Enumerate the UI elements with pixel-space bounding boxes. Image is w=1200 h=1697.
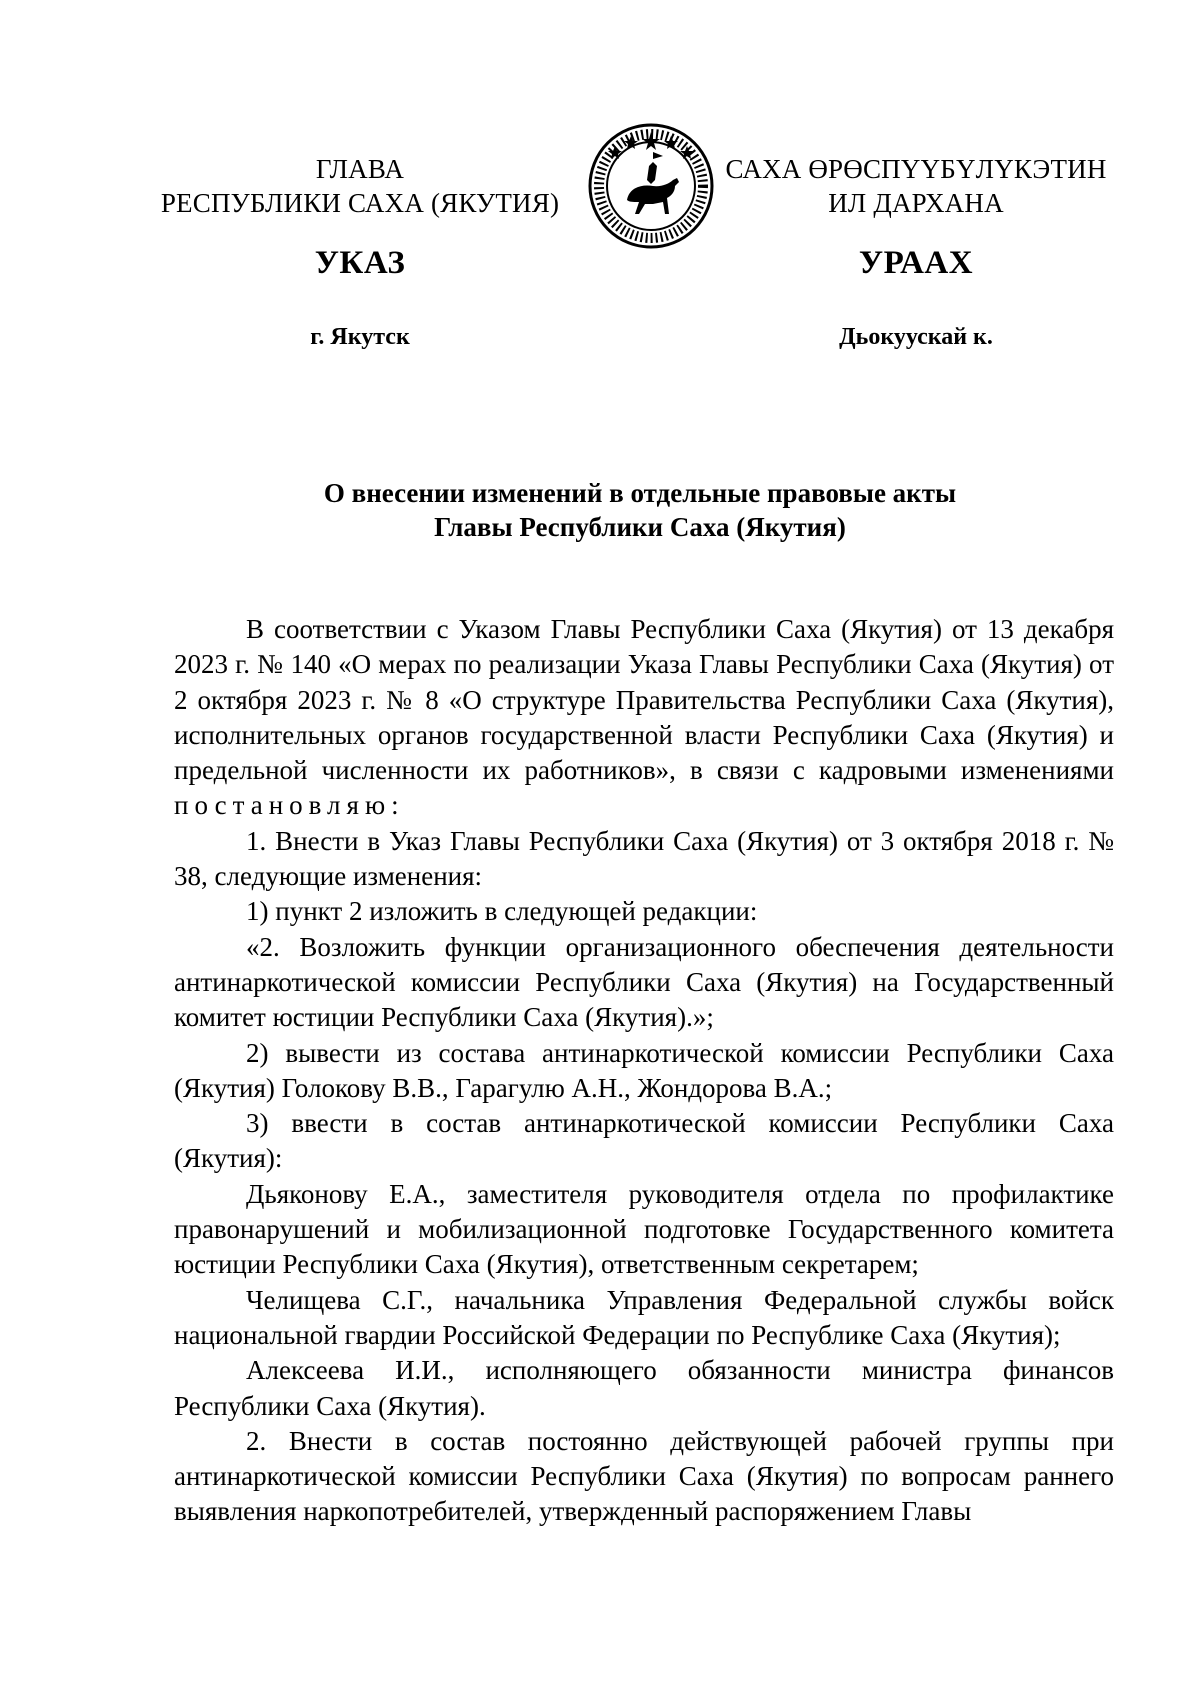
paragraph-subitem-2: 2) вывести из состава антинаркотической комиссии Республики Саха (Якутия) Голокову В.В., Гарагулю А.Н., Жондорова В.А.; — [174, 1037, 1114, 1103]
decree-label-ru: УКАЗ — [314, 245, 406, 281]
paragraph-member-1: Дьяконову Е.А., заместителя руководителя отдела по профилактике правонарушений и мобилизационной подготовке Государственного комитета юстиции Республики Саха (Якутия), ответственным секретарем; — [174, 1178, 1114, 1280]
preamble-end: : — [391, 790, 399, 821]
decree-label-sakha: УРААХ — [858, 245, 974, 281]
paragraph-preamble — [174, 612, 1114, 824]
paragraph-member-2: Челищева С.Г., начальника Управления Федеральной службы войск национальной гвардии Российской Федерации по Республике Саха (Якутия); — [174, 1284, 1114, 1350]
preamble-text: В соответствии с Указом Главы Республики Саха (Якутия) от 13 декабря 2023 г. № 140 «О мерах по реализации Указа Главы Республики Саха (Якутия) от 2 октября 2023 г. № 8 «О структуре Правительства Республики Саха (Якутия), исполнительных органов государственной власти Республики Саха (Якутия) и предельной численности их работников», в связи с кадровыми изменениями — [174, 614, 1114, 786]
header-left-line2: РЕСПУБЛИКИ САХА (ЯКУТИЯ) — [160, 188, 560, 218]
paragraph-member-3: Алексеева И.И., исполняющего обязанности министра финансов Республики Саха (Якутия). — [174, 1355, 1114, 1421]
document-body — [174, 612, 1114, 1530]
document-title — [170, 476, 1110, 544]
decree-verb: постановляю — [174, 790, 392, 821]
paragraph-subitem-1: 1) пункт 2 изложить в следующей редакции: — [246, 896, 758, 927]
header-left-line1: ГЛАВА — [315, 154, 405, 184]
paragraph-subitem-3: 3) ввести в состав антинаркотической комиссии Республики Саха (Якутия): — [174, 1108, 1114, 1174]
header-right-line1: САХА ӨРӨСПҮҮБҮЛҮКЭТИН — [725, 154, 1107, 184]
title-line2: Главы Республики Саха (Якутия) — [434, 512, 846, 542]
title-line1: О внесении изменений в отдельные правовые акты — [323, 478, 957, 508]
city-sakha: Дьокуускай к. — [839, 324, 993, 350]
header-left — [140, 152, 580, 220]
header-right-line2: ИЛ ДАРХАНА — [828, 188, 1004, 218]
paragraph-quote: «2. Возложить функции организационного обеспечения деятельности антинаркотической комиссии Республики Саха (Якутия) на Государственный комитет юстиции Республики Саха (Якутия).»; — [174, 931, 1114, 1033]
city-ru: г. Якутск — [310, 324, 410, 350]
paragraph-item-2: 2. Внести в состав постоянно действующей рабочей группы при антинаркотической комиссии Республики Саха (Якутия) по вопросам раннего выявления наркопотребителей, утвержденный распоряжением Главы — [174, 1425, 1114, 1527]
header-right — [696, 152, 1136, 220]
paragraph-item-1: 1. Внести в Указ Главы Республики Саха (Якутия) от 3 октября 2018 г. № 38, следующие изменения: — [174, 825, 1114, 892]
